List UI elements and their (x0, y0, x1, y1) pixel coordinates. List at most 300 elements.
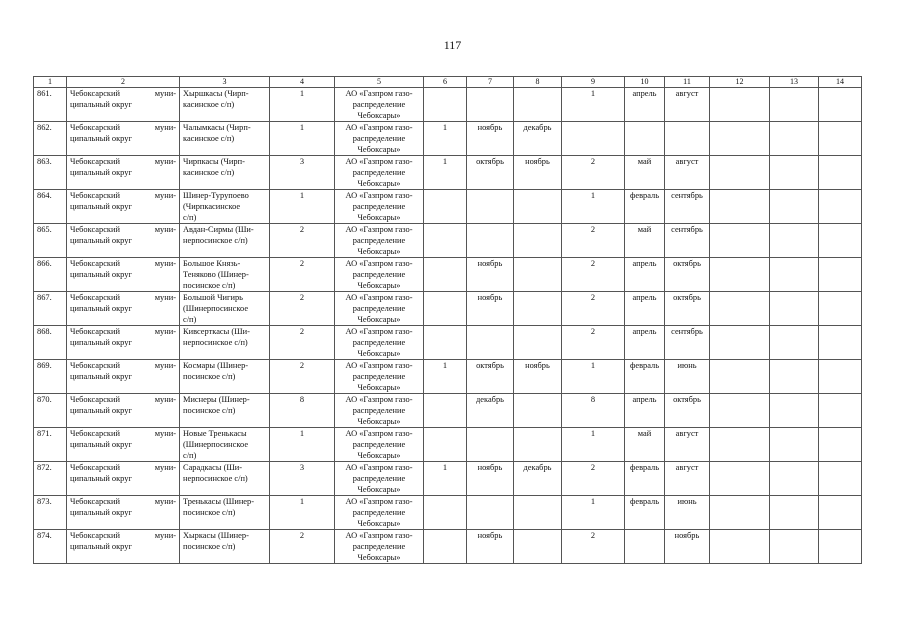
settlement-line: нерпосинское с/п) (183, 338, 248, 347)
district-line: ципальный округ (70, 134, 132, 143)
col11-cell: август (665, 88, 710, 122)
district-line: ципальный округ (70, 270, 132, 279)
organization-cell (335, 496, 424, 530)
settlement-cell (180, 394, 270, 428)
organization-cell (335, 394, 424, 428)
organization-cell (335, 156, 424, 190)
col7-cell (467, 428, 514, 462)
district-cell (67, 292, 180, 326)
row-number: 864. (34, 190, 67, 224)
col12-cell (710, 88, 770, 122)
col11-cell: сентябрь (665, 326, 710, 360)
table-row (34, 122, 862, 156)
col7-cell: ноябрь (467, 530, 514, 564)
table-row (34, 394, 862, 428)
settlement-line: с/п) (183, 315, 197, 324)
column-header: 11 (665, 77, 710, 88)
settlement-line: касинское с/п) (183, 134, 235, 143)
col14-cell (819, 292, 862, 326)
settlement-line: Хыркасы (Шинер- (183, 531, 249, 540)
settlement-cell (180, 156, 270, 190)
settlement-line: Хыршкасы (Чирп- (183, 89, 249, 98)
settlement-line: Большой Чигирь (183, 293, 243, 302)
organization-line: распределение (352, 372, 406, 381)
district-line: ципальный округ (70, 304, 132, 313)
col7-cell: декабрь (467, 394, 514, 428)
district-cell (67, 224, 180, 258)
col6-cell (424, 326, 467, 360)
col6-cell: 1 (424, 360, 467, 394)
table-body (34, 77, 862, 564)
col7-cell: ноябрь (467, 292, 514, 326)
count-cell: 2 (270, 224, 335, 258)
settlement-line: касинское с/п) (183, 100, 235, 109)
organization-line: Чебоксары» (357, 247, 401, 256)
col10-cell: апрель (625, 394, 665, 428)
col10-cell: май (625, 156, 665, 190)
count-cell: 2 (270, 530, 335, 564)
organization-line: Чебоксары» (357, 417, 401, 426)
organization-line: Чебоксары» (357, 451, 401, 460)
col10-cell: февраль (625, 190, 665, 224)
district-cell (67, 190, 180, 224)
settlement-cell (180, 258, 270, 292)
table-row (34, 462, 862, 496)
column-header: 4 (270, 77, 335, 88)
col9-cell: 2 (562, 224, 625, 258)
col13-cell (770, 156, 819, 190)
settlement-line: (Чирпкасинское (183, 202, 241, 211)
col14-cell (819, 224, 862, 258)
row-number: 870. (34, 394, 67, 428)
organization-cell (335, 360, 424, 394)
col6-cell (424, 224, 467, 258)
col12-cell (710, 224, 770, 258)
settlement-line: посинское с/п) (183, 281, 236, 290)
col9-cell: 1 (562, 360, 625, 394)
col6-cell (424, 394, 467, 428)
col8-cell (514, 394, 562, 428)
district-line: ципальный округ (70, 202, 132, 211)
col6-cell (424, 292, 467, 326)
table-row (34, 292, 862, 326)
table-row (34, 224, 862, 258)
organization-line: Чебоксары» (357, 553, 401, 562)
row-number: 872. (34, 462, 67, 496)
column-header: 2 (67, 77, 180, 88)
district-line: Чебоксарский муни- (70, 157, 176, 166)
district-line: Чебоксарский муни- (70, 123, 176, 132)
col10-cell: апрель (625, 258, 665, 292)
col8-cell: декабрь (514, 462, 562, 496)
row-number: 863. (34, 156, 67, 190)
col10-cell: февраль (625, 496, 665, 530)
settlement-cell (180, 292, 270, 326)
organization-line: АО «Газпром газо- (345, 123, 413, 132)
organization-cell (335, 224, 424, 258)
district-line: Чебоксарский муни- (70, 259, 176, 268)
col11-cell: октябрь (665, 292, 710, 326)
district-line: Чебоксарский муни- (70, 225, 176, 234)
settlement-line: посинское с/п) (183, 406, 236, 415)
count-cell: 2 (270, 292, 335, 326)
organization-line: АО «Газпром газо- (345, 225, 413, 234)
col11-cell: октябрь (665, 258, 710, 292)
district-line: ципальный округ (70, 372, 132, 381)
col8-cell: декабрь (514, 122, 562, 156)
table-row (34, 156, 862, 190)
district-cell (67, 156, 180, 190)
col12-cell (710, 258, 770, 292)
header-row (34, 77, 862, 88)
col12-cell (710, 292, 770, 326)
organization-line: АО «Газпром газо- (345, 395, 413, 404)
col8-cell (514, 428, 562, 462)
col9-cell: 8 (562, 394, 625, 428)
col9-cell: 1 (562, 88, 625, 122)
column-header: 1 (34, 77, 67, 88)
organization-line: АО «Газпром газо- (345, 497, 413, 506)
col6-cell (424, 428, 467, 462)
district-cell (67, 394, 180, 428)
col13-cell (770, 326, 819, 360)
col13-cell (770, 462, 819, 496)
col7-cell (467, 88, 514, 122)
col9-cell: 1 (562, 190, 625, 224)
col13-cell (770, 122, 819, 156)
col7-cell: октябрь (467, 156, 514, 190)
settlement-line: нерпосинское с/п) (183, 236, 248, 245)
col10-cell: февраль (625, 462, 665, 496)
settlement-line: Чирпкасы (Чирп- (183, 157, 245, 166)
col7-cell (467, 326, 514, 360)
settlement-cell (180, 224, 270, 258)
col14-cell (819, 122, 862, 156)
district-cell (67, 462, 180, 496)
district-line: Чебоксарский муни- (70, 497, 176, 506)
settlement-line: Шинер-Турупоево (183, 191, 249, 200)
col9-cell: 1 (562, 496, 625, 530)
district-line: ципальный округ (70, 100, 132, 109)
district-line: Чебоксарский муни- (70, 463, 176, 472)
organization-line: Чебоксары» (357, 145, 401, 154)
district-cell (67, 122, 180, 156)
organization-cell (335, 462, 424, 496)
col8-cell (514, 88, 562, 122)
settlement-line: Кивсерткасы (Ши- (183, 327, 250, 336)
table-row (34, 88, 862, 122)
table-row (34, 360, 862, 394)
col11-cell: август (665, 428, 710, 462)
settlement-line: Космары (Шинер- (183, 361, 249, 370)
settlement-line: посинское с/п) (183, 542, 236, 551)
schedule-table (33, 76, 862, 564)
count-cell: 1 (270, 88, 335, 122)
settlement-cell (180, 88, 270, 122)
column-header: 14 (819, 77, 862, 88)
settlement-line: посинское с/п) (183, 372, 236, 381)
column-header: 8 (514, 77, 562, 88)
count-cell: 3 (270, 462, 335, 496)
column-header: 5 (335, 77, 424, 88)
column-header: 13 (770, 77, 819, 88)
col12-cell (710, 428, 770, 462)
organization-line: Чебоксары» (357, 179, 401, 188)
count-cell: 1 (270, 428, 335, 462)
row-number: 873. (34, 496, 67, 530)
district-line: Чебоксарский муни- (70, 395, 176, 404)
settlement-line: с/п) (183, 451, 197, 460)
district-cell (67, 496, 180, 530)
settlement-line: Новые Тренькасы (183, 429, 247, 438)
column-header: 10 (625, 77, 665, 88)
col11-cell: июнь (665, 360, 710, 394)
column-header: 3 (180, 77, 270, 88)
organization-cell (335, 122, 424, 156)
district-line: Чебоксарский муни- (70, 531, 176, 540)
table-row (34, 258, 862, 292)
col13-cell (770, 258, 819, 292)
col9-cell: 2 (562, 292, 625, 326)
col14-cell (819, 496, 862, 530)
settlement-cell (180, 360, 270, 394)
organization-line: Чебоксары» (357, 349, 401, 358)
col10-cell: май (625, 224, 665, 258)
col7-cell (467, 190, 514, 224)
col12-cell (710, 190, 770, 224)
settlement-cell (180, 122, 270, 156)
organization-line: АО «Газпром газо- (345, 327, 413, 336)
row-number: 867. (34, 292, 67, 326)
table-row (34, 190, 862, 224)
organization-line: распределение (352, 236, 406, 245)
row-number: 874. (34, 530, 67, 564)
district-line: Чебоксарский муни- (70, 191, 176, 200)
settlement-line: Большое Князь- (183, 259, 241, 268)
col7-cell: ноябрь (467, 258, 514, 292)
col12-cell (710, 122, 770, 156)
col11-cell: июнь (665, 496, 710, 530)
district-cell (67, 360, 180, 394)
organization-line: АО «Газпром газо- (345, 531, 413, 540)
col9-cell: 2 (562, 258, 625, 292)
table-row (34, 530, 862, 564)
col6-cell (424, 88, 467, 122)
col8-cell (514, 496, 562, 530)
col6-cell (424, 530, 467, 564)
organization-line: распределение (352, 270, 406, 279)
row-number: 861. (34, 88, 67, 122)
col14-cell (819, 462, 862, 496)
col10-cell: апрель (625, 88, 665, 122)
settlement-line: Миснеры (Шинер- (183, 395, 250, 404)
col8-cell (514, 224, 562, 258)
district-line: ципальный округ (70, 508, 132, 517)
settlement-cell (180, 496, 270, 530)
organization-line: распределение (352, 440, 406, 449)
organization-line: распределение (352, 474, 406, 483)
column-header: 7 (467, 77, 514, 88)
organization-line: Чебоксары» (357, 383, 401, 392)
col12-cell (710, 394, 770, 428)
settlement-line: касинское с/п) (183, 168, 235, 177)
col7-cell (467, 224, 514, 258)
col8-cell (514, 326, 562, 360)
settlement-cell (180, 190, 270, 224)
row-number: 868. (34, 326, 67, 360)
settlement-cell (180, 530, 270, 564)
col12-cell (710, 326, 770, 360)
organization-line: АО «Газпром газо- (345, 157, 413, 166)
organization-line: распределение (352, 508, 406, 517)
district-line: Чебоксарский муни- (70, 361, 176, 370)
col8-cell (514, 530, 562, 564)
col14-cell (819, 88, 862, 122)
col6-cell (424, 496, 467, 530)
col10-cell (625, 122, 665, 156)
settlement-line: нерпосинское с/п) (183, 474, 248, 483)
organization-line: АО «Газпром газо- (345, 361, 413, 370)
col8-cell: ноябрь (514, 156, 562, 190)
organization-cell (335, 326, 424, 360)
col11-cell: сентябрь (665, 190, 710, 224)
col12-cell (710, 496, 770, 530)
col11-cell: ноябрь (665, 530, 710, 564)
col13-cell (770, 88, 819, 122)
col8-cell (514, 292, 562, 326)
col14-cell (819, 326, 862, 360)
settlement-line: Авдан-Сирмы (Ши- (183, 225, 254, 234)
district-cell (67, 428, 180, 462)
district-line: ципальный округ (70, 440, 132, 449)
col14-cell (819, 428, 862, 462)
district-cell (67, 258, 180, 292)
col13-cell (770, 530, 819, 564)
col7-cell: ноябрь (467, 122, 514, 156)
organization-cell (335, 190, 424, 224)
settlement-cell (180, 326, 270, 360)
col11-cell: август (665, 462, 710, 496)
col9-cell: 2 (562, 156, 625, 190)
district-line: Чебоксарский муни- (70, 429, 176, 438)
organization-line: распределение (352, 304, 406, 313)
settlement-line: (Шинерпосинское (183, 304, 249, 313)
col13-cell (770, 292, 819, 326)
organization-cell (335, 292, 424, 326)
row-number: 869. (34, 360, 67, 394)
district-cell (67, 88, 180, 122)
col13-cell (770, 394, 819, 428)
row-number: 862. (34, 122, 67, 156)
col13-cell (770, 190, 819, 224)
col13-cell (770, 360, 819, 394)
count-cell: 2 (270, 326, 335, 360)
settlement-line: Теняково (Шинер- (183, 270, 249, 279)
organization-line: АО «Газпром газо- (345, 429, 413, 438)
district-cell (67, 326, 180, 360)
col6-cell: 1 (424, 156, 467, 190)
col9-cell: 2 (562, 326, 625, 360)
settlement-cell (180, 428, 270, 462)
count-cell: 8 (270, 394, 335, 428)
organization-line: Чебоксары» (357, 519, 401, 528)
organization-cell (335, 258, 424, 292)
col14-cell (819, 258, 862, 292)
col6-cell: 1 (424, 122, 467, 156)
organization-line: АО «Газпром газо- (345, 89, 413, 98)
count-cell: 2 (270, 360, 335, 394)
col13-cell (770, 428, 819, 462)
col11-cell: август (665, 156, 710, 190)
row-number: 866. (34, 258, 67, 292)
col14-cell (819, 530, 862, 564)
settlement-line: посинское с/п) (183, 508, 236, 517)
col7-cell (467, 496, 514, 530)
table-row (34, 326, 862, 360)
column-header: 6 (424, 77, 467, 88)
organization-line: АО «Газпром газо- (345, 463, 413, 472)
column-header: 9 (562, 77, 625, 88)
district-line: Чебоксарский муни- (70, 89, 176, 98)
col6-cell: 1 (424, 462, 467, 496)
organization-line: распределение (352, 168, 406, 177)
col13-cell (770, 224, 819, 258)
count-cell: 1 (270, 190, 335, 224)
organization-line: Чебоксары» (357, 111, 401, 120)
col11-cell (665, 122, 710, 156)
organization-line: АО «Газпром газо- (345, 293, 413, 302)
col13-cell (770, 496, 819, 530)
organization-cell (335, 428, 424, 462)
table-row (34, 428, 862, 462)
district-line: ципальный округ (70, 406, 132, 415)
organization-line: распределение (352, 542, 406, 551)
district-line: Чебоксарский муни- (70, 327, 176, 336)
col8-cell (514, 258, 562, 292)
count-cell: 1 (270, 496, 335, 530)
col14-cell (819, 394, 862, 428)
col12-cell (710, 462, 770, 496)
district-line: ципальный округ (70, 236, 132, 245)
organization-line: распределение (352, 100, 406, 109)
organization-line: распределение (352, 406, 406, 415)
col14-cell (819, 360, 862, 394)
column-header: 12 (710, 77, 770, 88)
page-number: 117 (443, 38, 462, 52)
organization-line: АО «Газпром газо- (345, 259, 413, 268)
settlement-line: (Шинерпосинское (183, 440, 249, 449)
col10-cell: май (625, 428, 665, 462)
col7-cell: ноябрь (467, 462, 514, 496)
col9-cell (562, 122, 625, 156)
count-cell: 3 (270, 156, 335, 190)
col14-cell (819, 190, 862, 224)
col12-cell (710, 530, 770, 564)
count-cell: 2 (270, 258, 335, 292)
organization-cell (335, 88, 424, 122)
district-line: ципальный округ (70, 474, 132, 483)
settlement-line: Тренькасы (Шинер- (183, 497, 254, 506)
settlement-line: Чалымкасы (Чирп- (183, 123, 251, 132)
organization-line: Чебоксары» (357, 213, 401, 222)
col10-cell: февраль (625, 360, 665, 394)
settlement-line: Сарадкасы (Ши- (183, 463, 243, 472)
col9-cell: 1 (562, 428, 625, 462)
organization-line: распределение (352, 338, 406, 347)
col12-cell (710, 156, 770, 190)
settlement-line: с/п) (183, 213, 197, 222)
table-row (34, 496, 862, 530)
